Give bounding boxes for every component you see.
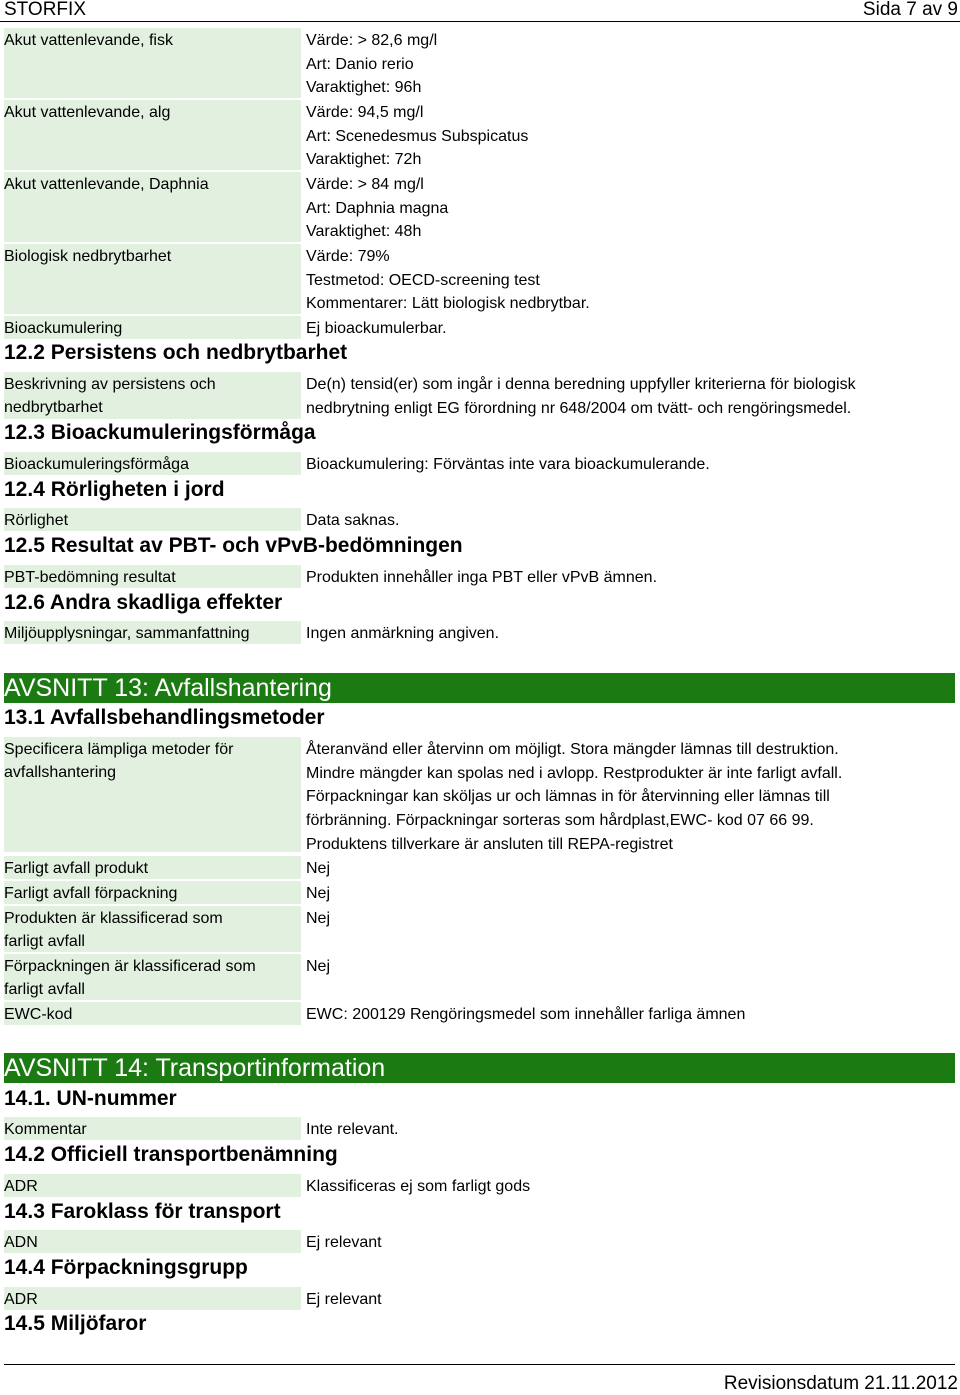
subsection-title: 12.3 Bioackumuleringsförmåga bbox=[4, 421, 316, 444]
eco-label: Akut vattenlevande, alg bbox=[4, 100, 301, 170]
header-divider bbox=[0, 21, 960, 22]
value-line: nedbrytning enligt EG förordning nr 648/2004 om tvätt- och rengöringsmedel. bbox=[306, 399, 852, 417]
persistence-value bbox=[306, 372, 955, 419]
row-label: Kommentar bbox=[4, 1117, 301, 1140]
row-label: Farligt avfall förpackning bbox=[4, 881, 301, 904]
row-label: Rörlighet bbox=[4, 508, 301, 531]
eco-row-biodegradability bbox=[4, 244, 955, 314]
subsection-title: 12.4 Rörligheten i jord bbox=[4, 478, 225, 501]
section-title: AVSNITT 14: Transportinformation bbox=[4, 1054, 386, 1082]
row-label: Bioackumuleringsförmåga bbox=[4, 452, 301, 475]
eco-line: Varaktighet: 48h bbox=[306, 223, 422, 241]
row-value: Inte relevant. bbox=[306, 1117, 955, 1140]
row-label: ADR bbox=[4, 1287, 301, 1310]
value-line: Förpackningar kan sköljas ur och lämnas in för återvinning eller lämnas till bbox=[306, 788, 830, 806]
eco-line: Art: Scenedesmus Subspicatus bbox=[306, 127, 529, 145]
eco-line: Värde: 94,5 mg/l bbox=[306, 104, 424, 121]
row-value: Ingen anmärkning angiven. bbox=[306, 621, 955, 644]
eco-line: Värde: > 82,6 mg/l bbox=[306, 32, 438, 49]
subsection-title: 12.5 Resultat av PBT- och vPvB-bedömningen bbox=[4, 534, 463, 557]
label-line: farligt avfall bbox=[4, 981, 85, 998]
eco-value bbox=[306, 28, 955, 98]
section-14-header bbox=[4, 1053, 955, 1083]
persistence-row bbox=[4, 372, 955, 419]
subsection-title: 13.1 Avfallsbehandlingsmetoder bbox=[4, 706, 325, 729]
eco-value bbox=[306, 244, 955, 314]
pbt-row bbox=[4, 565, 955, 588]
eco-row-daphnia bbox=[4, 172, 955, 242]
eco-row-alg bbox=[4, 100, 955, 170]
row-value: EWC: 200129 Rengöringsmedel som innehåller farliga ämnen bbox=[306, 1002, 955, 1025]
subsection-title: 12.6 Andra skadliga effekter bbox=[4, 591, 283, 614]
eco-line: Art: Danio rerio bbox=[306, 55, 414, 73]
waste-row bbox=[4, 1002, 955, 1025]
eco-line: Ej bioackumulerbar. bbox=[306, 320, 447, 337]
row-value: Klassificeras ej som farligt gods bbox=[306, 1174, 955, 1197]
eco-line: Varaktighet: 72h bbox=[306, 151, 422, 169]
eco-label: Akut vattenlevande, fisk bbox=[4, 28, 301, 98]
page-header bbox=[0, 0, 960, 20]
eco-value bbox=[306, 100, 955, 170]
row-value: Bioackumulering: Förväntas inte vara bioackumulerande. bbox=[306, 452, 955, 475]
label-line: Produkten är klassificerad som bbox=[4, 910, 223, 927]
eco-line: Kommentarer: Lätt biologisk nedbrytbar. bbox=[306, 295, 590, 313]
transport-row bbox=[4, 1117, 955, 1140]
mobility-row bbox=[4, 508, 955, 531]
transport-row bbox=[4, 1230, 955, 1253]
waste-row bbox=[4, 954, 955, 1000]
label-line: Beskrivning av persistens och bbox=[4, 376, 216, 393]
label-line: farligt avfall bbox=[4, 933, 85, 950]
value-line: Mindre mängder kan spolas ned i avlopp. Restprodukter är inte farligt avfall. bbox=[306, 764, 843, 782]
transport-row bbox=[4, 1174, 955, 1197]
eco-value bbox=[306, 172, 955, 242]
waste-methods-row bbox=[4, 737, 955, 852]
label-line: nedbrytbarhet bbox=[4, 399, 103, 416]
value-line: Produktens tillverkare är ansluten till REPA-registret bbox=[306, 835, 673, 853]
row-value: Ej relevant bbox=[306, 1230, 955, 1253]
row-label: EWC-kod bbox=[4, 1002, 301, 1025]
row-value: Nej bbox=[306, 856, 955, 879]
row-label: ADR bbox=[4, 1174, 301, 1197]
product-name: STORFIX bbox=[4, 0, 86, 20]
subsection-title: 14.1. UN-nummer bbox=[4, 1087, 177, 1110]
eco-value bbox=[306, 316, 955, 339]
page-number: Sida 7 av 9 bbox=[862, 0, 958, 20]
eco-row-bioaccumulation bbox=[4, 316, 955, 339]
eco-line: Art: Daphnia magna bbox=[306, 199, 449, 217]
waste-row bbox=[4, 906, 955, 952]
waste-methods-label bbox=[4, 737, 301, 852]
eco-label: Biologisk nedbrytbarhet bbox=[4, 244, 301, 314]
subsection-title: 14.3 Faroklass för transport bbox=[4, 1200, 281, 1223]
bioaccumulation-row bbox=[4, 452, 955, 475]
row-label: Miljöupplysningar, sammanfattning bbox=[4, 621, 301, 644]
row-label: ADN bbox=[4, 1230, 301, 1253]
row-value: Nej bbox=[306, 881, 955, 904]
eco-label: Akut vattenlevande, Daphnia bbox=[4, 172, 301, 242]
subsection-title: 14.4 Förpackningsgrupp bbox=[4, 1256, 248, 1279]
value-line: förbränning. Förpackningar sorteras som hårdplast,EWC- kod 07 66 99. bbox=[306, 812, 814, 830]
row-label bbox=[4, 954, 301, 1000]
subsection-title: 14.5 Miljöfaror bbox=[4, 1312, 147, 1335]
row-value: Ej relevant bbox=[306, 1287, 955, 1310]
row-label bbox=[4, 906, 301, 952]
row-value: Data saknas. bbox=[306, 508, 955, 531]
subsection-title: 14.2 Officiell transportbenämning bbox=[4, 1143, 338, 1166]
row-label: Farligt avfall produkt bbox=[4, 856, 301, 879]
section-title: AVSNITT 13: Avfallshantering bbox=[4, 674, 332, 702]
row-value: Nej bbox=[306, 906, 955, 952]
footer-divider bbox=[4, 1364, 955, 1365]
eco-line: Värde: 79% bbox=[306, 248, 390, 265]
row-value: Nej bbox=[306, 954, 955, 1000]
waste-row bbox=[4, 881, 955, 904]
transport-row bbox=[4, 1287, 955, 1310]
persistence-label bbox=[4, 372, 301, 419]
value-line: De(n) tensid(er) som ingår i denna beredning uppfyller kriterierna för biologisk bbox=[306, 376, 856, 393]
eco-line: Testmetod: OECD-screening test bbox=[306, 271, 540, 289]
subsection-title: 12.2 Persistens och nedbrytbarhet bbox=[4, 341, 348, 364]
revision-date: Revisionsdatum 21.11.2012 bbox=[723, 1373, 958, 1394]
waste-row bbox=[4, 856, 955, 879]
label-line: Specificera lämpliga metoder för bbox=[4, 741, 234, 758]
eco-line: Varaktighet: 96h bbox=[306, 79, 422, 97]
eco-line: Värde: > 84 mg/l bbox=[306, 176, 424, 193]
waste-methods-value bbox=[306, 737, 955, 852]
eco-row-fish bbox=[4, 28, 955, 98]
row-label: PBT-bedömning resultat bbox=[4, 565, 301, 588]
label-line: avfallshantering bbox=[4, 764, 117, 781]
label-line: Förpackningen är klassificerad som bbox=[4, 958, 256, 975]
section-13-header bbox=[4, 673, 955, 703]
other-effects-row bbox=[4, 621, 955, 644]
eco-label: Bioackumulering bbox=[4, 316, 301, 339]
row-value: Produkten innehåller inga PBT eller vPvB ämnen. bbox=[306, 565, 955, 588]
value-line: Återanvänd eller återvinn om möjligt. Stora mängder lämnas till destruktion. bbox=[306, 741, 839, 758]
